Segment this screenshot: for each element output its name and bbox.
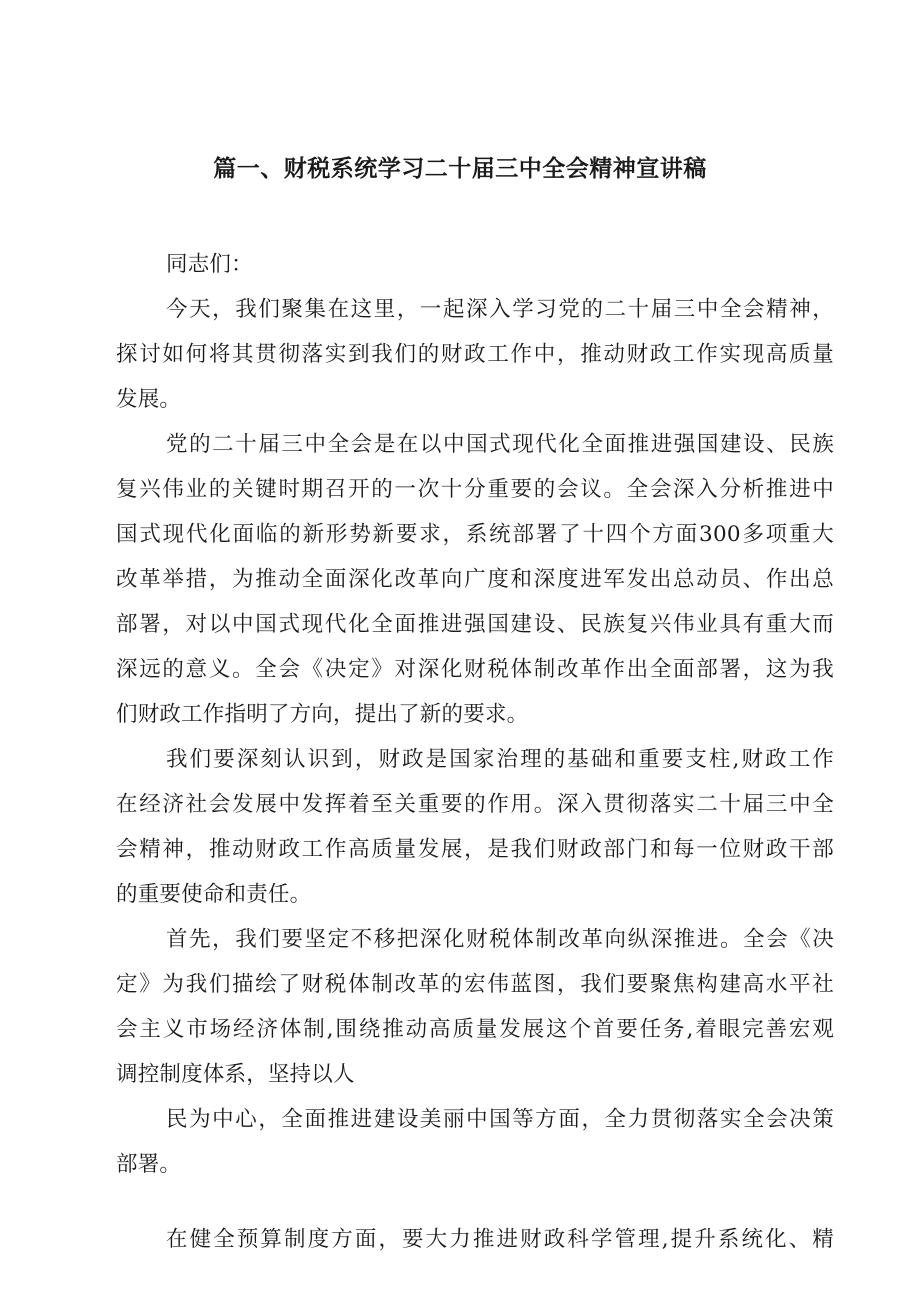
text-line: 们财政工作指明了方向，提出了新的要求。 — [116, 702, 529, 727]
text-line: 部署。 — [116, 1152, 182, 1177]
salutation: 同志们： — [166, 252, 253, 277]
text-line: 民为中心，全面推进建设美丽中国等方面，全力贯彻落实全会决策 — [166, 1107, 834, 1132]
text-line: 定》为我们描绘了财税体制改革的宏伟蓝图，我们要聚焦构建高水平社 — [116, 972, 834, 997]
text-line: 改革举措，为推动全面深化改革向广度和深度进军发出总动员、作出总 — [116, 567, 834, 592]
text-line: 部署，对以中国式现代化全面推进强国建设、民族复兴伟业具有重大而 — [116, 612, 834, 637]
text-line: 在健全预算制度方面，要大力推进财政科学管理,提升系统化、精 — [166, 1227, 834, 1252]
text-line: 会主义市场经济体制,围绕推动高质量发展这个首要任务,着眼完善宏观 — [116, 1017, 834, 1042]
text-line: 国式现代化面临的新形势新要求，系统部署了十四个方面300多项重大 — [116, 522, 834, 547]
text-line: 今天，我们聚集在这里，一起深入学习党的二十届三中全会精神， — [166, 297, 834, 322]
text-line: 探讨如何将其贯彻落实到我们的财政工作中，推动财政工作实现高质量 — [116, 342, 834, 367]
text-line: 党的二十届三中全会是在以中国式现代化全面推进强国建设、民族 — [166, 432, 834, 457]
text-line: 的重要使命和责任。 — [116, 882, 312, 907]
text-line: 会精神，推动财政工作高质量发展，是我们财政部门和每一位财政干部 — [116, 837, 834, 862]
text-line: 调控制度体系，坚持以人 — [116, 1062, 355, 1087]
text-line: 首先，我们要坚定不移把深化财税体制改革向纵深推进。全会《决 — [166, 927, 834, 952]
text-line: 深远的意义。全会《决定》对深化财税体制改革作出全面部署，这为我 — [116, 657, 834, 682]
text-line: 发展。 — [116, 387, 182, 412]
text-line: 我们要深刻认识到，财政是国家治理的基础和重要支柱,财政工作 — [166, 747, 834, 772]
text-line: 在经济社会发展中发挥着至关重要的作用。深入贯彻落实二十届三中全 — [116, 792, 834, 817]
document-title: 篇一、财税系统学习二十届三中全会精神宣讲稿 — [213, 156, 707, 182]
text-line: 复兴伟业的关键时期召开的一次十分重要的会议。全会深入分析推进中 — [116, 477, 834, 502]
